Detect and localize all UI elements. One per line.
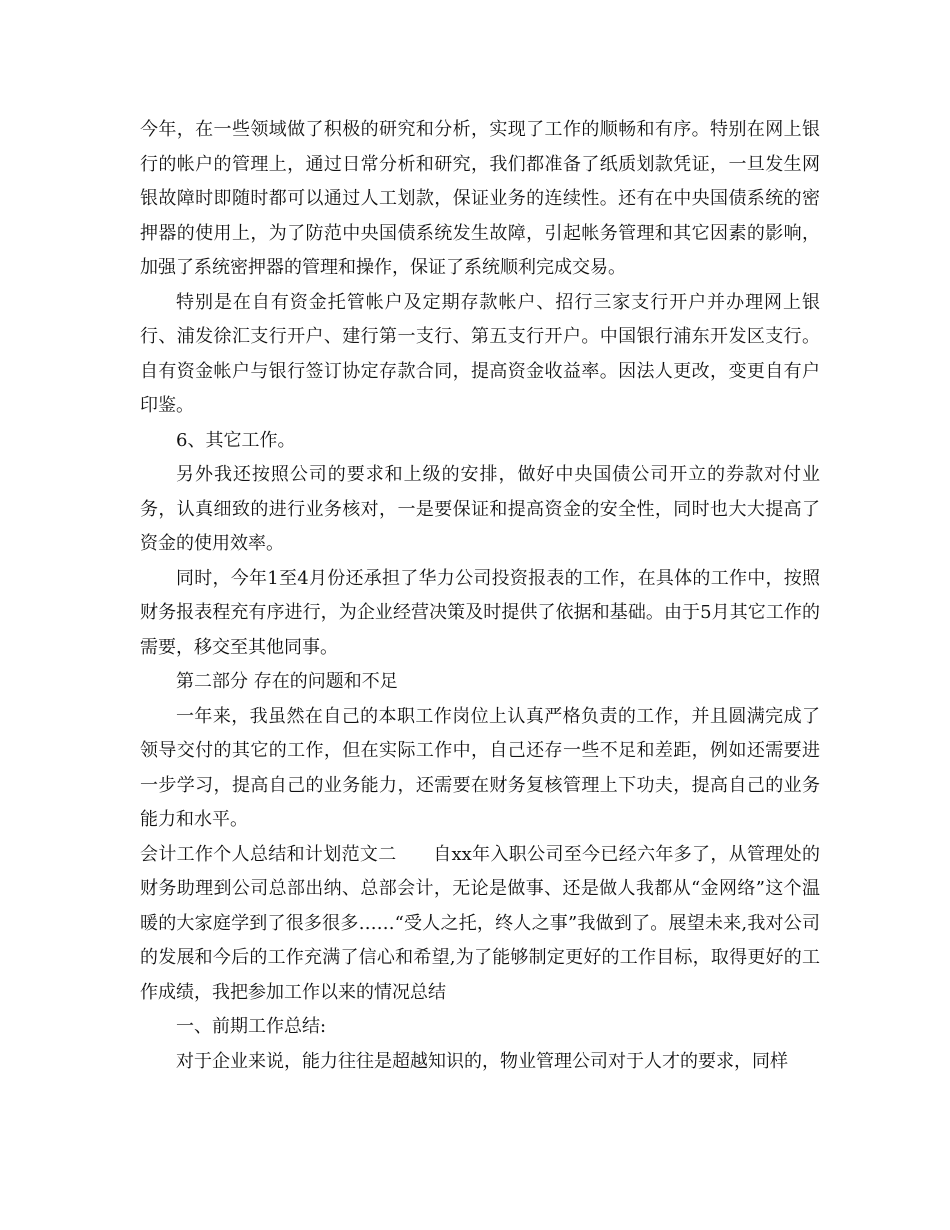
section-heading-early-summary: 一、前期工作总结: (176, 1016, 327, 1037)
document-body (140, 113, 820, 1079)
paragraph-investment-reports: 同时，今年1至4月份还承担了华力公司投资报表的工作，在具体的工作中，按照财务报表程充有序进行，为企业经营决策及时提供了依据和基础。由于5月其它工作的需要，移交至其他同事。 (140, 567, 820, 658)
paragraph-account-opening: 特别是在自有资金托管帐户及定期存款帐户、招行三家支行开户并办理网上银行、浦发徐汇支行开户、建行第一支行、第五支行开户。中国银行浦东开发区支行。自有资金帐户与银行签订协定存款合同，提高资金收益率。因法人更改，变更自有户印鉴。 (140, 291, 820, 416)
paragraph-sample-two: 会计工作个人总结和计划范文二 自xx年入职公司至今已经六年多了，从管理处的财务助理到公司总部出纳、总部会计，无论是做事、还是做人我都从“金网络”这个温暖的大家庭学到了很多很多……“受人之托，终人之事”我做到了。展望未来,我对公司的发展和今后的工作充满了信心和希望,为了能够制定更好的工作目标，取得更好的工作成绩，我把参加工作以来的情况总结 (140, 843, 820, 1003)
paragraph-ability: 对于企业来说，能力往往是超越知识的，物业管理公司对于人才的要求，同样 (176, 1050, 788, 1072)
paragraph-shortcomings: 一年来，我虽然在自己的本职工作岗位上认真严格负责的工作，并且圆满完成了领导交付的其它的工作，但在实际工作中，自己还存一些不足和差距，例如还需要进一步学习，提高自己的业务能力，还需要在财务复核管理上下功夫，提高自己的业务能力和水平。 (140, 705, 820, 830)
paragraph-network-banking: 今年，在一些领域做了积极的研究和分析，实现了工作的顺畅和有序。特别在网上银行的帐户的管理上，通过日常分析和研究，我们都准备了纸质划款凭证，一旦发生网银故障时即随时都可以通过人工划款，保证业务的连续性。还有在中央国债系统的密押器的使用上，为了防范中央国债系统发生故障，引起帐务管理和其它因素的影响，加强了系统密押器的管理和操作，保证了系统顺利完成交易。 (140, 119, 820, 278)
section-heading-other-work: 6、其它工作。 (176, 429, 296, 451)
paragraph-bond-settlement: 另外我还按照公司的要求和上级的安排，做好中央国债公司开立的券款对付业务，认真细致的进行业务核对，一是要保证和提高资金的安全性，同时也大大提高了资金的使用效率。 (140, 464, 820, 554)
section-heading-problems: 第二部分 存在的问题和不足 (176, 671, 398, 692)
